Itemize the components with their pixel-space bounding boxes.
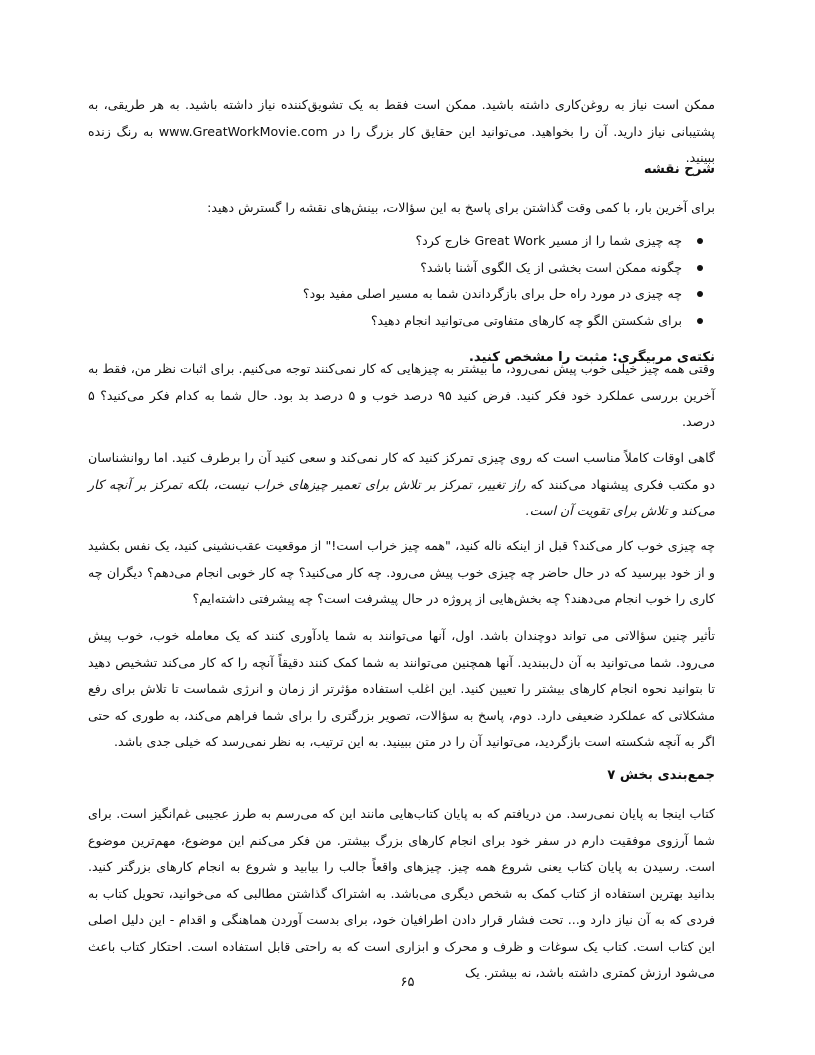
- bullet-icon: [697, 291, 703, 297]
- list-item-text: چه چیزی شما را از مسیر Great Work خارج کرد؟: [415, 233, 682, 248]
- coaching-paragraph-1: وقتی همه چیز خیلی خوب پیش نمی‌رود، ما بیشتر به چیزهایی که کار نمی‌کنند توجه می‌کنیم. برای اثبات نظر من، فقط به آخرین بررسی عملکرد خود فکر کنید. فرض کنید ۹۵ درصد خوب و ۵ درصد بد بود. حال شما به کدام فکر می‌کنید؟ ۵ درصد.: [88, 361, 715, 429]
- coaching-paragraph-4: تأثیر چنین سؤالاتی می تواند دوچندان باشد. اول، آنها می‌توانند به شما یادآوری کنند که یک معامله خوب، خوب پیش می‌رود. شما می‌توانید به آن دل‌ببندید. آنها همچنین می‌توانند به شما کمک کنند دقیقاً آنچه را که کار می‌کند تشخیص دهید تا بتوانید نحوه انجام کارهای بیشتر را تعیین کنید. این اغلب استفاده مؤثرتر از زمان و انرژی شماست تا تلاش برای رفع مشکلاتی که عملکرد ضعیفی دارد. دوم، پاسخ به سؤالات، تصویر بزرگتری را برای شما فراهم می‌کند، به طوری که حتی اگر به آنچه شکسته است بازگردید، می‌توانید آن را در متن ببینید. به این ترتیب، به نظر نمی‌رسد که خیلی جدی باشد.: [88, 628, 715, 749]
- list-item-text: برای شکستن الگو چه کارهای متفاوتی می‌توانید انجام دهید؟: [370, 312, 682, 328]
- list-item: [88, 228, 715, 255]
- list-item: [88, 281, 715, 308]
- coaching-paragraph-3: چه چیزی خوب کار می‌کند؟ قبل از اینکه ناله کنید، "همه چیز خراب است!" از موقعیت عقب‌نشینی کنید، یک نفس بکشید و از خود بپرسید که در حال حاضر چه چیزی خوب پیش می‌رود. چه کار می‌کنید؟ چه کار خوبی انجام می‌دهم؟ دیگران چه کاری را خوب انجام می‌دهند؟ چه بخش‌هایی از پروژه در حال پیشرفت است؟ چه پیشرفتی داشته‌ایم؟: [88, 538, 715, 606]
- list-item: [88, 308, 715, 335]
- page-number: ۶۵: [400, 975, 415, 990]
- coaching-heading: نکته‌ی مربیگری: مثبت را مشخص کنید.: [468, 350, 715, 365]
- bullet-icon: [697, 265, 703, 271]
- bullet-icon: [697, 238, 703, 244]
- list-item-text: چه چیزی در مورد راه حل برای بازگرداندن شما به مسیر اصلی مفید بود؟: [302, 286, 682, 301]
- intro-paragraph: ممکن است نیاز به روغن‌کاری داشته باشید. ممکن است فقط به یک تشویق‌کننده نیاز داشته باشید. به هر طریقی، به پشتیبانی نیاز دارید. آن را بخواهید. می‌توانید این حقایق کار بزرگ را در www.GreatWorkMovie.com به رنگ زنده ببینید.: [88, 97, 716, 165]
- map-section-heading: شرح نقشه: [643, 162, 715, 177]
- coaching-paragraph-2-text: گاهی اوقات کاملاً مناسب است که روی چیزی تمرکز کنید که کار نمی‌کند و سعی کنید آن را برطرف کنید. اما روانشناسان دو مکتب فکری پیشنهاد می‌کنند که: [88, 450, 715, 492]
- map-questions-list: [88, 228, 715, 334]
- coaching-paragraph-2: [88, 445, 715, 525]
- list-item: [88, 255, 715, 282]
- coaching-paragraph-2-emphasis: راز تغییر، تمرکز بر تلاش برای تعمیر چیزهای خراب نیست، بلکه تمرکز بر آنچه کار می‌کند و تلاش برای تقویت آن است.: [88, 476, 715, 518]
- summary-heading: جمع‌بندی بخش ۷: [607, 768, 715, 783]
- map-section-intro: برای آخرین بار، با کمی وقت گذاشتن برای پاسخ به این سؤالات، بینش‌های نقشه را گسترش دهید:: [207, 200, 715, 215]
- summary-paragraph: کتاب اینجا به پایان نمی‌رسد. من دریافتم که به پایان کتاب‌هایی مانند این که می‌رسم به طرز عجیبی غم‌انگیز است. برای شما آرزوی موفقیت دارم در سفر خود برای انجام کارهای بزرگ بیشتر. من فکر می‌کنم این موضوع، مهم‌ترین موضوع است. رسیدن به پایان کتاب یعنی شروع همه چیز. چیزهای واقعاً جالب را بیابید و شروع به انجام کارهای بزرگتر کنید. بدانید بهترین استفاده از کتاب کمک به شخص دیگری می‌باشد. به اشتراک گذاشتن مطالبی که می‌خوانید، تحویل کتاب به فردی که به آن نیاز دارد و... تحت فشار قرار دادن اطرافیان خود، برای بدست آوردن هماهنگی و اقدام - این دلیل اصلی این کتاب است. کتاب یک سوغات و ظرف و محرک و ابزاری است که به راحتی قابل استفاده است. احتکار کتاب باعث می‌شود ارزش کمتری داشته باشد، نه بیشتر. یک: [88, 806, 715, 980]
- list-item-text: چگونه ممکن است بخشی از یک الگوی آشنا باشد؟: [420, 259, 682, 275]
- bullet-icon: [697, 318, 703, 324]
